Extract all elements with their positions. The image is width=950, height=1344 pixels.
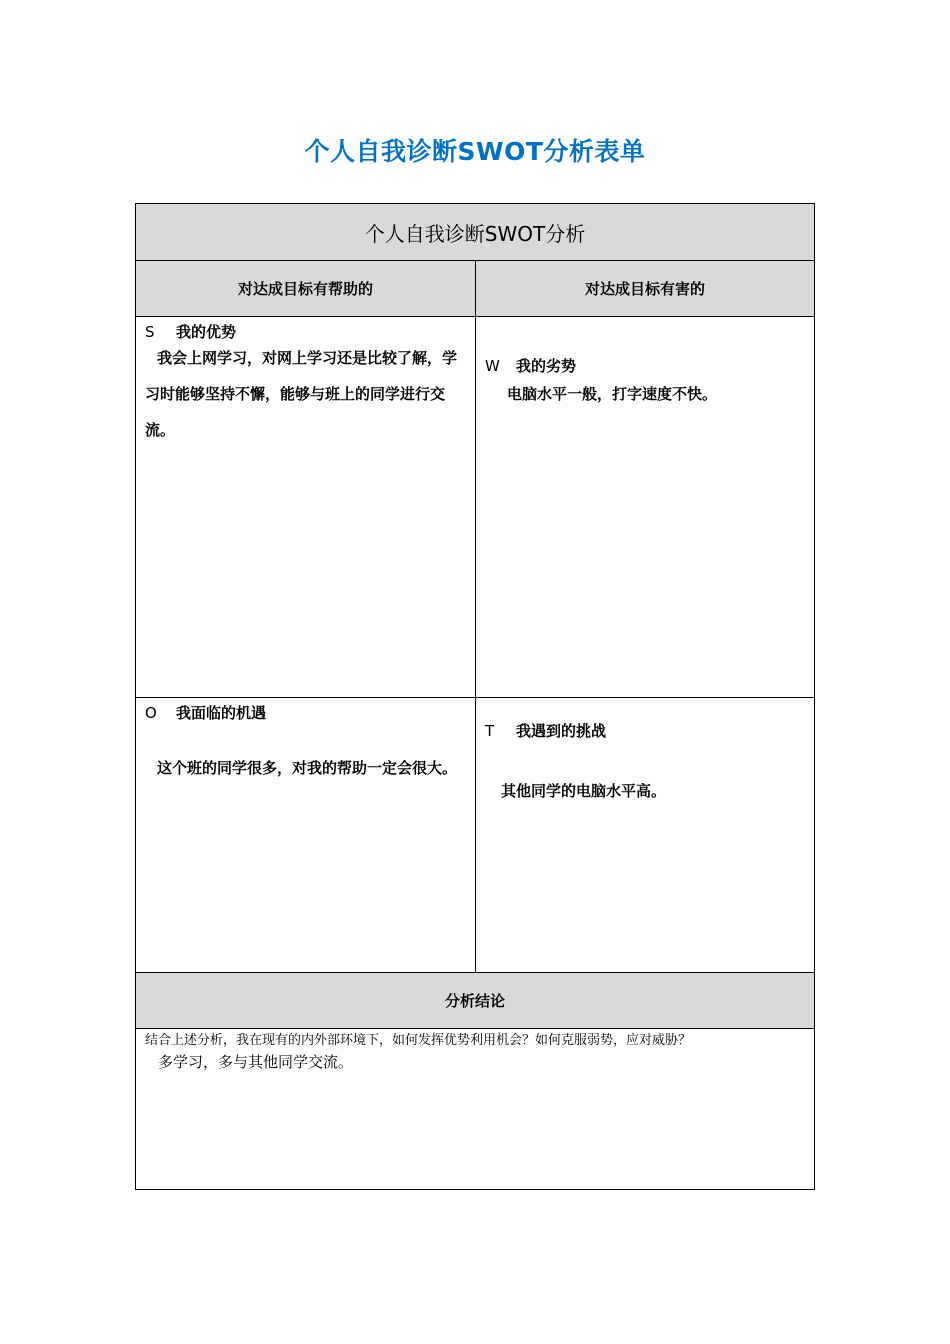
column-harmful-cell [475, 260, 815, 317]
weaknesses-title: 我的劣势 [516, 357, 577, 375]
opportunities-letter: O [145, 704, 157, 722]
conclusion-cell [135, 1028, 815, 1190]
column-helpful-cell [135, 260, 476, 317]
threats-letter: T [485, 722, 495, 740]
opportunities-text: 这个班的同学很多，对我的帮助一定会很大。 [157, 759, 458, 777]
swot-table [135, 203, 815, 1190]
conclusion-question: 结合上述分析，我在现有的内外部环境下，如何发挥优势利用机会？如何克服弱势，应对威胁？ [145, 1033, 692, 1048]
opportunities-heading [145, 702, 467, 723]
conclusion-heading: 分析结论 [444, 992, 505, 1010]
table-header-cell [135, 203, 815, 261]
conclusion-answer: 多学习，多与其他同学交流。 [158, 1053, 354, 1071]
strengths-cell [135, 316, 476, 698]
threats-cell [475, 697, 815, 973]
column-helpful: 对达成目标有帮助的 [237, 280, 373, 298]
strengths-heading [145, 321, 467, 342]
threats-text: 其他同学的电脑水平高。 [501, 782, 667, 800]
column-harmful: 对达成目标有害的 [584, 280, 705, 298]
table-header: 个人自我诊断SWOT分析 [364, 221, 586, 246]
strengths-text: 我会上网学习，对网上学习还是比较了解，学习时能够坚持不懈，能够与班上的同学进行交流。 [145, 349, 458, 439]
threats-heading [485, 720, 806, 741]
weaknesses-cell [475, 316, 815, 698]
weaknesses-heading [485, 355, 806, 376]
strengths-title: 我的优势 [176, 323, 237, 341]
page-title: 个人自我诊断SWOT分析表单 [304, 137, 646, 166]
weaknesses-text: 电脑水平一般，打字速度不快。 [507, 385, 718, 403]
weaknesses-letter: W [485, 357, 500, 375]
opportunities-cell [135, 697, 476, 973]
strengths-letter: S [145, 323, 155, 341]
threats-title: 我遇到的挑战 [516, 722, 607, 740]
opportunities-title: 我面临的机遇 [176, 704, 267, 722]
conclusion-heading-cell [135, 972, 815, 1029]
